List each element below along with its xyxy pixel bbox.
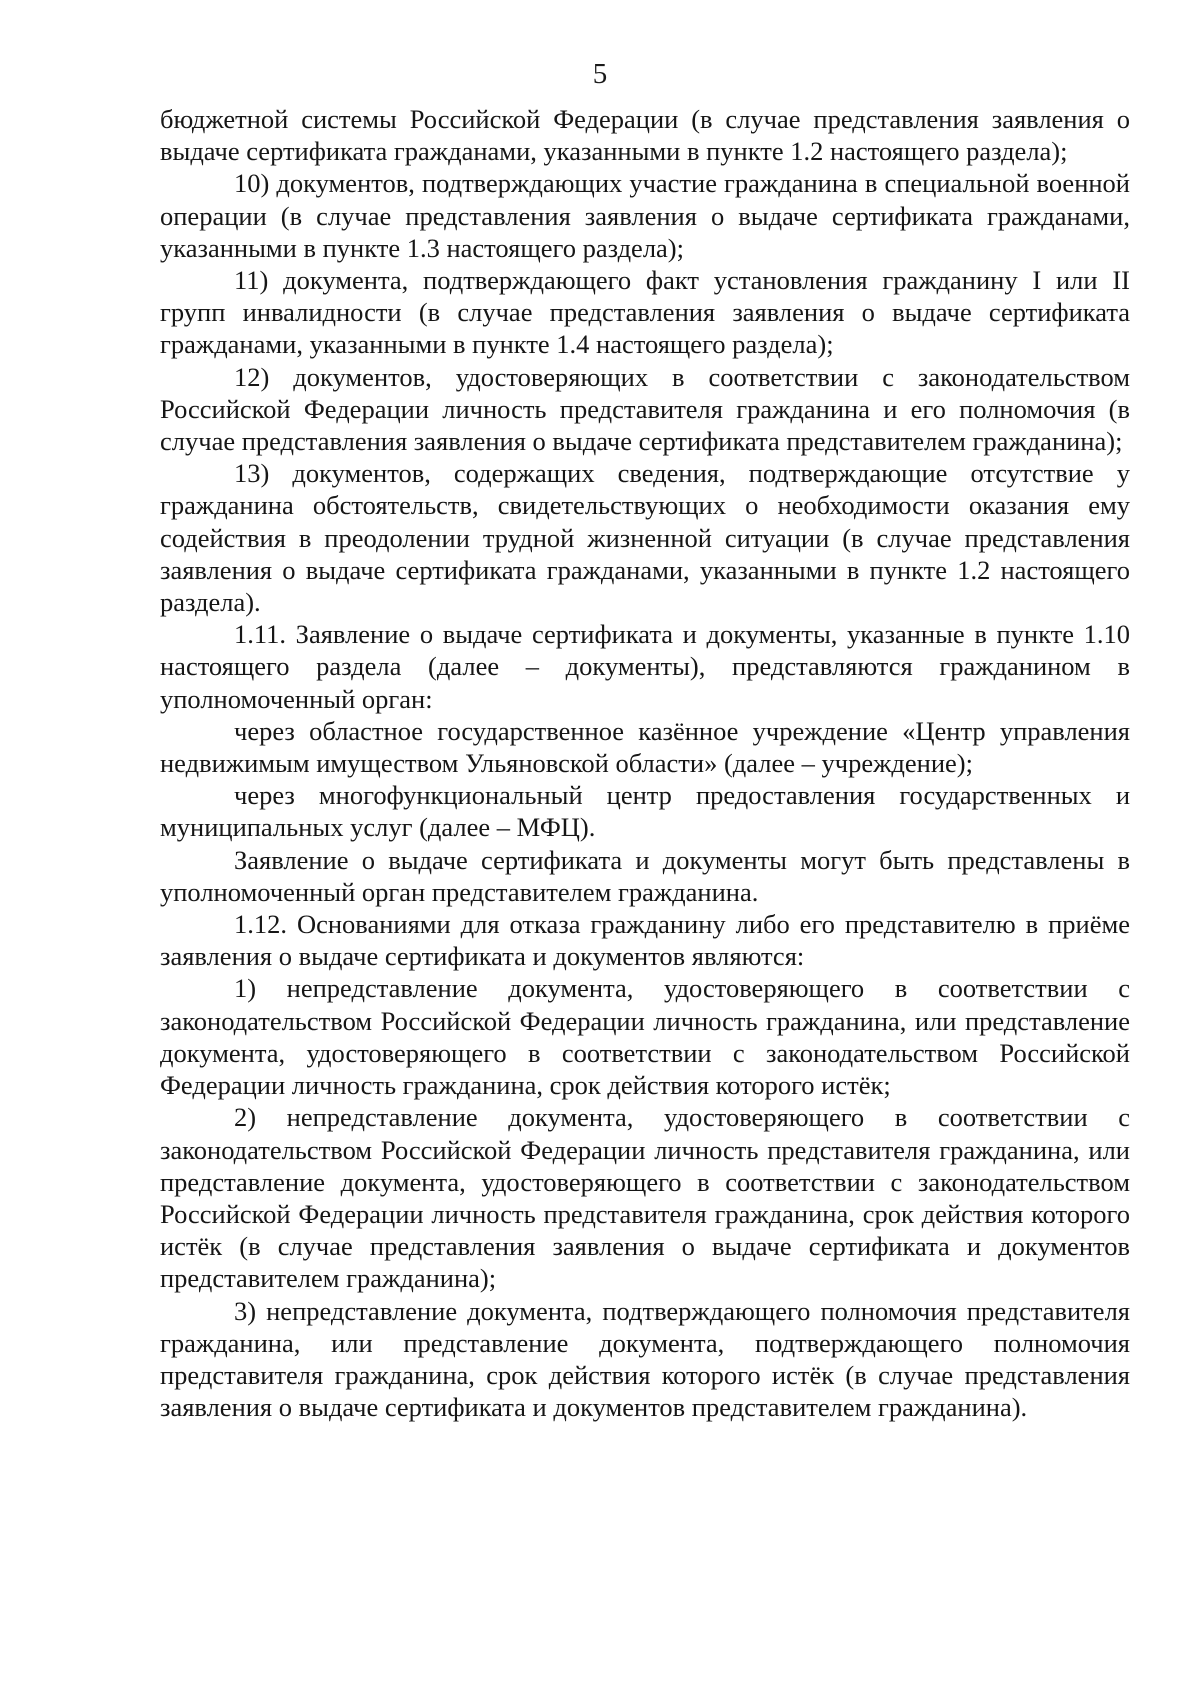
paragraph-refusal-3: 3) непредставление документа, подтверждающего полномочия представителя гражданина, или представление документа, подтверждающего полномочия представителя гражданина, срок действия которого истёк (в случае представления заявления о выдаче сертификата и документов представителем гражданина). <box>160 1295 1130 1423</box>
paragraph-refusal-1: 1) непредставление документа, удостоверяющего в соответствии с законодательством Российской Федерации личность гражданина, или представление документа, удостоверяющего в соответствии с законодательством Российской Федерации личность гражданина, срок действия которого истёк; <box>160 973 1130 1101</box>
paragraph-continuation: бюджетной системы Российской Федерации (в случае представления заявления о выдаче сертификата гражданами, указанными в пункте 1.2 настоящего раздела); <box>160 104 1130 167</box>
paragraph-clause-1-11: 1.11. Заявление о выдаче сертификата и документы, указанные в пункте 1.10 настоящего раздела (далее – документы), представляются гражданином в уполномоченный орган: <box>160 619 1130 714</box>
paragraph-item-11: 11) документа, подтверждающего факт установления гражданину I или II групп инвалидности (в случае представления заявления о выдаче сертификата гражданами, указанными в пункте 1.4 настоящего раздела); <box>160 265 1130 360</box>
paragraph-via-institution: через областное государственное казённое учреждение «Центр управления недвижимым имуществом Ульяновской области» (далее – учреждение); <box>160 715 1130 779</box>
paragraph-item-10: 10) документов, подтверждающих участие гражданина в специальной военной операции (в случае представления заявления о выдаче сертификата гражданами, указанными в пункте 1.3 настоящего раздела); <box>160 168 1130 263</box>
paragraph-representative: Заявление о выдаче сертификата и документы могут быть представлены в уполномоченный орган представителем гражданина. <box>160 844 1130 907</box>
page-number: 5 <box>592 58 608 90</box>
document-body <box>160 103 1130 1423</box>
paragraph-item-13: 13) документов, содержащих сведения, подтверждающие отсутствие у гражданина обстоятельств, свидетельствующих о необходимости оказания ему содействия в преодолении трудной жизненной ситуации (в случае представления заявления о выдаче сертификата гражданами, указанными в пункте 1.2 настоящего раздела). <box>160 458 1130 618</box>
paragraph-refusal-2: 2) непредставление документа, удостоверяющего в соответствии с законодательством Российской Федерации личность представителя гражданина, или представление документа, удостоверяющего в соответствии с законодательством Российской Федерации личность представителя гражданина, срок действия которого истёк (в случае представления заявления о выдаче сертификата и документов представителем гражданина); <box>160 1102 1130 1294</box>
paragraph-via-mfc: через многофункциональный центр предоставления государственных и муниципальных услуг (далее – МФЦ). <box>160 780 1130 843</box>
paragraph-item-12: 12) документов, удостоверяющих в соответствии с законодательством Российской Федерации личность представителя гражданина и его полномочия (в случае представления заявления о выдаче сертификата представителем гражданина); <box>160 361 1130 457</box>
paragraph-clause-1-12: 1.12. Основаниями для отказа гражданину либо его представителю в приёме заявления о выдаче сертификата и документов являются: <box>160 909 1130 972</box>
